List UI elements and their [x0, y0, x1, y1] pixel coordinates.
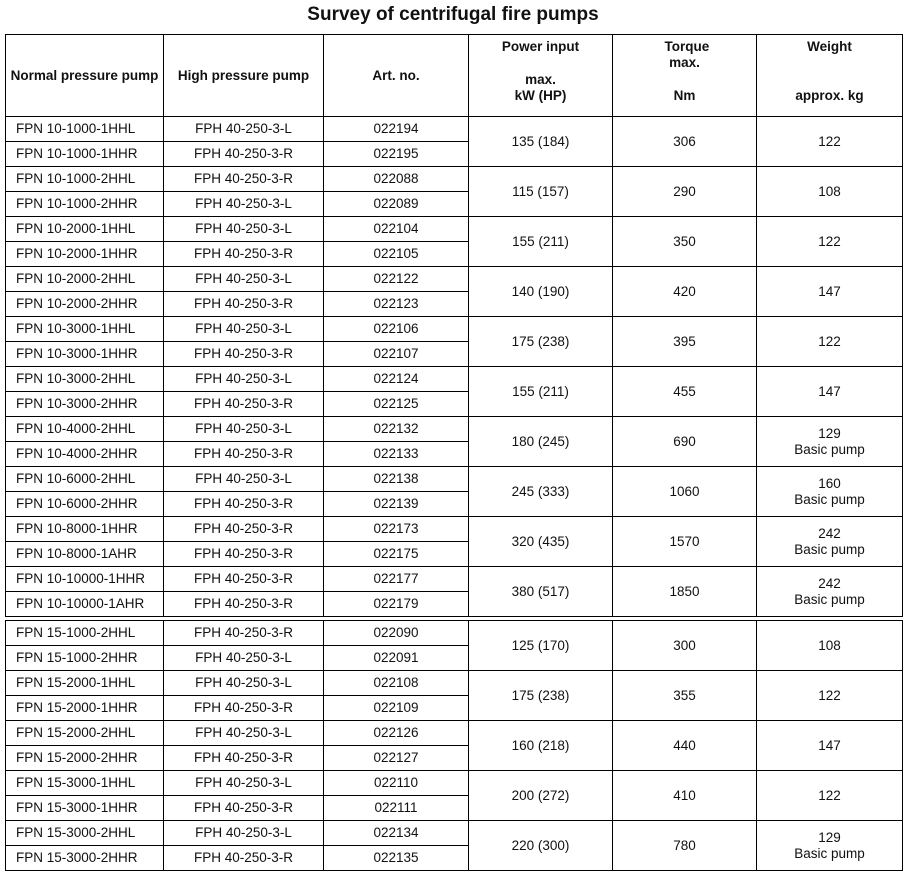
- table-row: [6, 821, 903, 846]
- torque-cell: 455: [613, 367, 757, 417]
- power-input-cell: 175 (238): [469, 671, 613, 721]
- normal-pressure-pump-cell: FPN 10-3000-1HHL: [6, 317, 164, 342]
- art-no-cell: 022195: [324, 142, 469, 167]
- normal-pressure-pump-cell: FPN 10-2000-1HHL: [6, 217, 164, 242]
- weight-cell: [757, 467, 903, 517]
- weight-note: Basic pump: [794, 491, 865, 507]
- power-input-cell: 180 (245): [469, 417, 613, 467]
- high-pressure-pump-cell: FPH 40-250-3-L: [164, 117, 324, 142]
- power-input-cell: 155 (211): [469, 367, 613, 417]
- normal-pressure-pump-cell: FPN 10-4000-2HHL: [6, 417, 164, 442]
- normal-pressure-pump-cell: FPN 10-2000-1HHR: [6, 242, 164, 267]
- weight-cell: [757, 117, 903, 167]
- table-row: [6, 267, 903, 292]
- header-row: [6, 35, 903, 117]
- art-no-cell: 022135: [324, 846, 469, 871]
- pump-table-fpn15: [5, 620, 903, 871]
- high-pressure-pump-cell: FPH 40-250-3-R: [164, 142, 324, 167]
- normal-pressure-pump-cell: FPN 10-6000-2HHL: [6, 467, 164, 492]
- power-input-cell: 245 (333): [469, 467, 613, 517]
- normal-pressure-pump-cell: FPN 10-1000-1HHR: [6, 142, 164, 167]
- high-pressure-pump-cell: FPH 40-250-3-R: [164, 517, 324, 542]
- normal-pressure-pump-cell: FPN 10-8000-1HHR: [6, 517, 164, 542]
- high-pressure-pump-cell: FPH 40-250-3-L: [164, 217, 324, 242]
- normal-pressure-pump-cell: FPN 15-2000-1HHL: [6, 671, 164, 696]
- art-no-cell: 022125: [324, 392, 469, 417]
- high-pressure-pump-cell: FPH 40-250-3-L: [164, 771, 324, 796]
- high-pressure-pump-cell: FPH 40-250-3-L: [164, 821, 324, 846]
- high-pressure-pump-cell: FPH 40-250-3-R: [164, 242, 324, 267]
- high-pressure-pump-cell: FPH 40-250-3-R: [164, 492, 324, 517]
- normal-pressure-pump-cell: FPN 10-10000-1HHR: [6, 567, 164, 592]
- power-input-cell: 220 (300): [469, 821, 613, 871]
- art-no-cell: 022132: [324, 417, 469, 442]
- high-pressure-pump-cell: FPH 40-250-3-R: [164, 846, 324, 871]
- torque-cell: 440: [613, 721, 757, 771]
- normal-pressure-pump-cell: FPN 10-4000-2HHR: [6, 442, 164, 467]
- art-no-cell: 022105: [324, 242, 469, 267]
- art-no-cell: 022177: [324, 567, 469, 592]
- page-title: Survey of centrifugal fire pumps: [307, 4, 599, 25]
- torque-cell: 350: [613, 217, 757, 267]
- table-row: [6, 217, 903, 242]
- high-pressure-pump-cell: FPH 40-250-3-R: [164, 292, 324, 317]
- normal-pressure-pump-cell: FPN 10-8000-1AHR: [6, 542, 164, 567]
- header-torque-unit: Nm: [673, 88, 696, 103]
- art-no-cell: 022173: [324, 517, 469, 542]
- header-torque: [613, 35, 757, 117]
- weight-value: 122: [818, 333, 841, 349]
- normal-pressure-pump-cell: FPN 10-3000-2HHR: [6, 392, 164, 417]
- normal-pressure-pump-cell: FPN 10-3000-1HHR: [6, 342, 164, 367]
- power-input-cell: 115 (157): [469, 167, 613, 217]
- art-no-cell: 022088: [324, 167, 469, 192]
- weight-value: 147: [818, 737, 841, 753]
- art-no-cell: 022134: [324, 821, 469, 846]
- high-pressure-pump-cell: FPH 40-250-3-R: [164, 167, 324, 192]
- power-input-cell: 140 (190): [469, 267, 613, 317]
- torque-cell: 1570: [613, 517, 757, 567]
- high-pressure-pump-cell: FPH 40-250-3-L: [164, 192, 324, 217]
- high-pressure-pump-cell: FPH 40-250-3-L: [164, 646, 324, 671]
- weight-cell: [757, 267, 903, 317]
- weight-value: 242: [818, 525, 841, 541]
- high-pressure-pump-cell: FPH 40-250-3-R: [164, 342, 324, 367]
- art-no-cell: 022124: [324, 367, 469, 392]
- torque-cell: 290: [613, 167, 757, 217]
- weight-value: 108: [818, 183, 841, 199]
- torque-cell: 355: [613, 671, 757, 721]
- art-no-cell: 022126: [324, 721, 469, 746]
- high-pressure-pump-cell: FPH 40-250-3-R: [164, 567, 324, 592]
- table-row: [6, 117, 903, 142]
- header-power-input: [469, 35, 613, 117]
- torque-cell: 410: [613, 771, 757, 821]
- high-pressure-pump-cell: FPH 40-250-3-L: [164, 671, 324, 696]
- header-weight: [757, 35, 903, 117]
- weight-cell: [757, 821, 903, 871]
- art-no-cell: 022089: [324, 192, 469, 217]
- art-no-cell: 022111: [324, 796, 469, 821]
- normal-pressure-pump-cell: FPN 15-3000-2HHR: [6, 846, 164, 871]
- torque-cell: 780: [613, 821, 757, 871]
- header-weight-label: Weight: [807, 39, 852, 54]
- power-input-cell: 160 (218): [469, 721, 613, 771]
- weight-cell: [757, 367, 903, 417]
- power-input-cell: 320 (435): [469, 517, 613, 567]
- power-input-cell: 175 (238): [469, 317, 613, 367]
- weight-note: Basic pump: [794, 591, 865, 607]
- normal-pressure-pump-cell: FPN 10-10000-1AHR: [6, 592, 164, 617]
- normal-pressure-pump-cell: FPN 15-3000-2HHL: [6, 821, 164, 846]
- high-pressure-pump-cell: FPH 40-250-3-L: [164, 267, 324, 292]
- normal-pressure-pump-cell: FPN 15-3000-1HHR: [6, 796, 164, 821]
- weight-value: 122: [818, 133, 841, 149]
- weight-value: 122: [818, 233, 841, 249]
- high-pressure-pump-cell: FPH 40-250-3-R: [164, 796, 324, 821]
- high-pressure-pump-cell: FPH 40-250-3-R: [164, 621, 324, 646]
- art-no-cell: 022133: [324, 442, 469, 467]
- torque-cell: 690: [613, 417, 757, 467]
- art-no-cell: 022179: [324, 592, 469, 617]
- weight-value: 160: [818, 475, 841, 491]
- weight-cell: [757, 167, 903, 217]
- high-pressure-pump-cell: FPH 40-250-3-R: [164, 442, 324, 467]
- high-pressure-pump-cell: FPH 40-250-3-R: [164, 542, 324, 567]
- normal-pressure-pump-cell: FPN 10-1000-1HHL: [6, 117, 164, 142]
- weight-value: 129: [818, 829, 841, 845]
- art-no-cell: 022123: [324, 292, 469, 317]
- table-body: [6, 621, 903, 871]
- table-row: [6, 367, 903, 392]
- high-pressure-pump-cell: FPH 40-250-3-L: [164, 417, 324, 442]
- art-no-cell: 022104: [324, 217, 469, 242]
- high-pressure-pump-cell: FPH 40-250-3-L: [164, 721, 324, 746]
- normal-pressure-pump-cell: FPN 15-1000-2HHL: [6, 621, 164, 646]
- header-power-input-unit: kW (HP): [514, 88, 567, 103]
- table-row: [6, 167, 903, 192]
- normal-pressure-pump-cell: FPN 15-2000-2HHL: [6, 721, 164, 746]
- weight-value: 122: [818, 787, 841, 803]
- weight-cell: [757, 217, 903, 267]
- power-input-cell: 380 (517): [469, 567, 613, 617]
- header-torque-label: Torque max.: [664, 39, 710, 70]
- weight-cell: [757, 621, 903, 671]
- art-no-cell: 022108: [324, 671, 469, 696]
- header-high-pressure-pump: High pressure pump: [164, 35, 324, 117]
- weight-cell: [757, 317, 903, 367]
- art-no-cell: 022110: [324, 771, 469, 796]
- art-no-cell: 022090: [324, 621, 469, 646]
- pump-table-fpn10: [5, 34, 903, 617]
- header-art-no: Art. no.: [324, 35, 469, 117]
- torque-cell: 306: [613, 117, 757, 167]
- art-no-cell: 022175: [324, 542, 469, 567]
- torque-cell: 300: [613, 621, 757, 671]
- high-pressure-pump-cell: FPH 40-250-3-R: [164, 592, 324, 617]
- weight-cell: [757, 671, 903, 721]
- weight-note: Basic pump: [794, 441, 865, 457]
- normal-pressure-pump-cell: FPN 10-2000-2HHR: [6, 292, 164, 317]
- high-pressure-pump-cell: FPH 40-250-3-L: [164, 367, 324, 392]
- weight-cell: [757, 771, 903, 821]
- header-power-input-label: Power input: [501, 39, 580, 54]
- table-body: [6, 117, 903, 617]
- weight-cell: [757, 567, 903, 617]
- high-pressure-pump-cell: FPH 40-250-3-R: [164, 392, 324, 417]
- high-pressure-pump-cell: FPH 40-250-3-R: [164, 746, 324, 771]
- art-no-cell: 022091: [324, 646, 469, 671]
- header-weight-unit: approx. kg: [795, 88, 864, 103]
- table-row: [6, 621, 903, 646]
- art-no-cell: 022109: [324, 696, 469, 721]
- power-input-cell: 155 (211): [469, 217, 613, 267]
- normal-pressure-pump-cell: FPN 15-1000-2HHR: [6, 646, 164, 671]
- torque-cell: 1060: [613, 467, 757, 517]
- torque-cell: 395: [613, 317, 757, 367]
- torque-cell: 420: [613, 267, 757, 317]
- normal-pressure-pump-cell: FPN 10-2000-2HHL: [6, 267, 164, 292]
- weight-value: 147: [818, 283, 841, 299]
- high-pressure-pump-cell: FPH 40-250-3-R: [164, 696, 324, 721]
- art-no-cell: 022139: [324, 492, 469, 517]
- table-row: [6, 467, 903, 492]
- weight-cell: [757, 721, 903, 771]
- weight-value: 108: [818, 637, 841, 653]
- normal-pressure-pump-cell: FPN 15-3000-1HHL: [6, 771, 164, 796]
- weight-note: Basic pump: [794, 845, 865, 861]
- table-row: [6, 567, 903, 592]
- weight-cell: [757, 417, 903, 467]
- art-no-cell: 022106: [324, 317, 469, 342]
- high-pressure-pump-cell: FPH 40-250-3-L: [164, 467, 324, 492]
- table-row: [6, 671, 903, 696]
- normal-pressure-pump-cell: FPN 15-2000-2HHR: [6, 746, 164, 771]
- header-power-input-unit-max: max.: [525, 72, 556, 87]
- power-input-cell: 200 (272): [469, 771, 613, 821]
- normal-pressure-pump-cell: FPN 10-1000-2HHR: [6, 192, 164, 217]
- art-no-cell: 022194: [324, 117, 469, 142]
- table-row: [6, 517, 903, 542]
- power-input-cell: 135 (184): [469, 117, 613, 167]
- weight-value: 242: [818, 575, 841, 591]
- normal-pressure-pump-cell: FPN 10-1000-2HHL: [6, 167, 164, 192]
- table-row: [6, 417, 903, 442]
- weight-note: Basic pump: [794, 541, 865, 557]
- normal-pressure-pump-cell: FPN 10-3000-2HHL: [6, 367, 164, 392]
- power-input-cell: 125 (170): [469, 621, 613, 671]
- normal-pressure-pump-cell: FPN 15-2000-1HHR: [6, 696, 164, 721]
- table-row: [6, 317, 903, 342]
- art-no-cell: 022122: [324, 267, 469, 292]
- table-row: [6, 721, 903, 746]
- art-no-cell: 022107: [324, 342, 469, 367]
- weight-value: 122: [818, 687, 841, 703]
- torque-cell: 1850: [613, 567, 757, 617]
- normal-pressure-pump-cell: FPN 10-6000-2HHR: [6, 492, 164, 517]
- art-no-cell: 022127: [324, 746, 469, 771]
- header-normal-pressure-pump: Normal pressure pump: [6, 35, 164, 117]
- weight-value: 147: [818, 383, 841, 399]
- weight-cell: [757, 517, 903, 567]
- art-no-cell: 022138: [324, 467, 469, 492]
- weight-value: 129: [818, 425, 841, 441]
- table-row: [6, 771, 903, 796]
- high-pressure-pump-cell: FPH 40-250-3-L: [164, 317, 324, 342]
